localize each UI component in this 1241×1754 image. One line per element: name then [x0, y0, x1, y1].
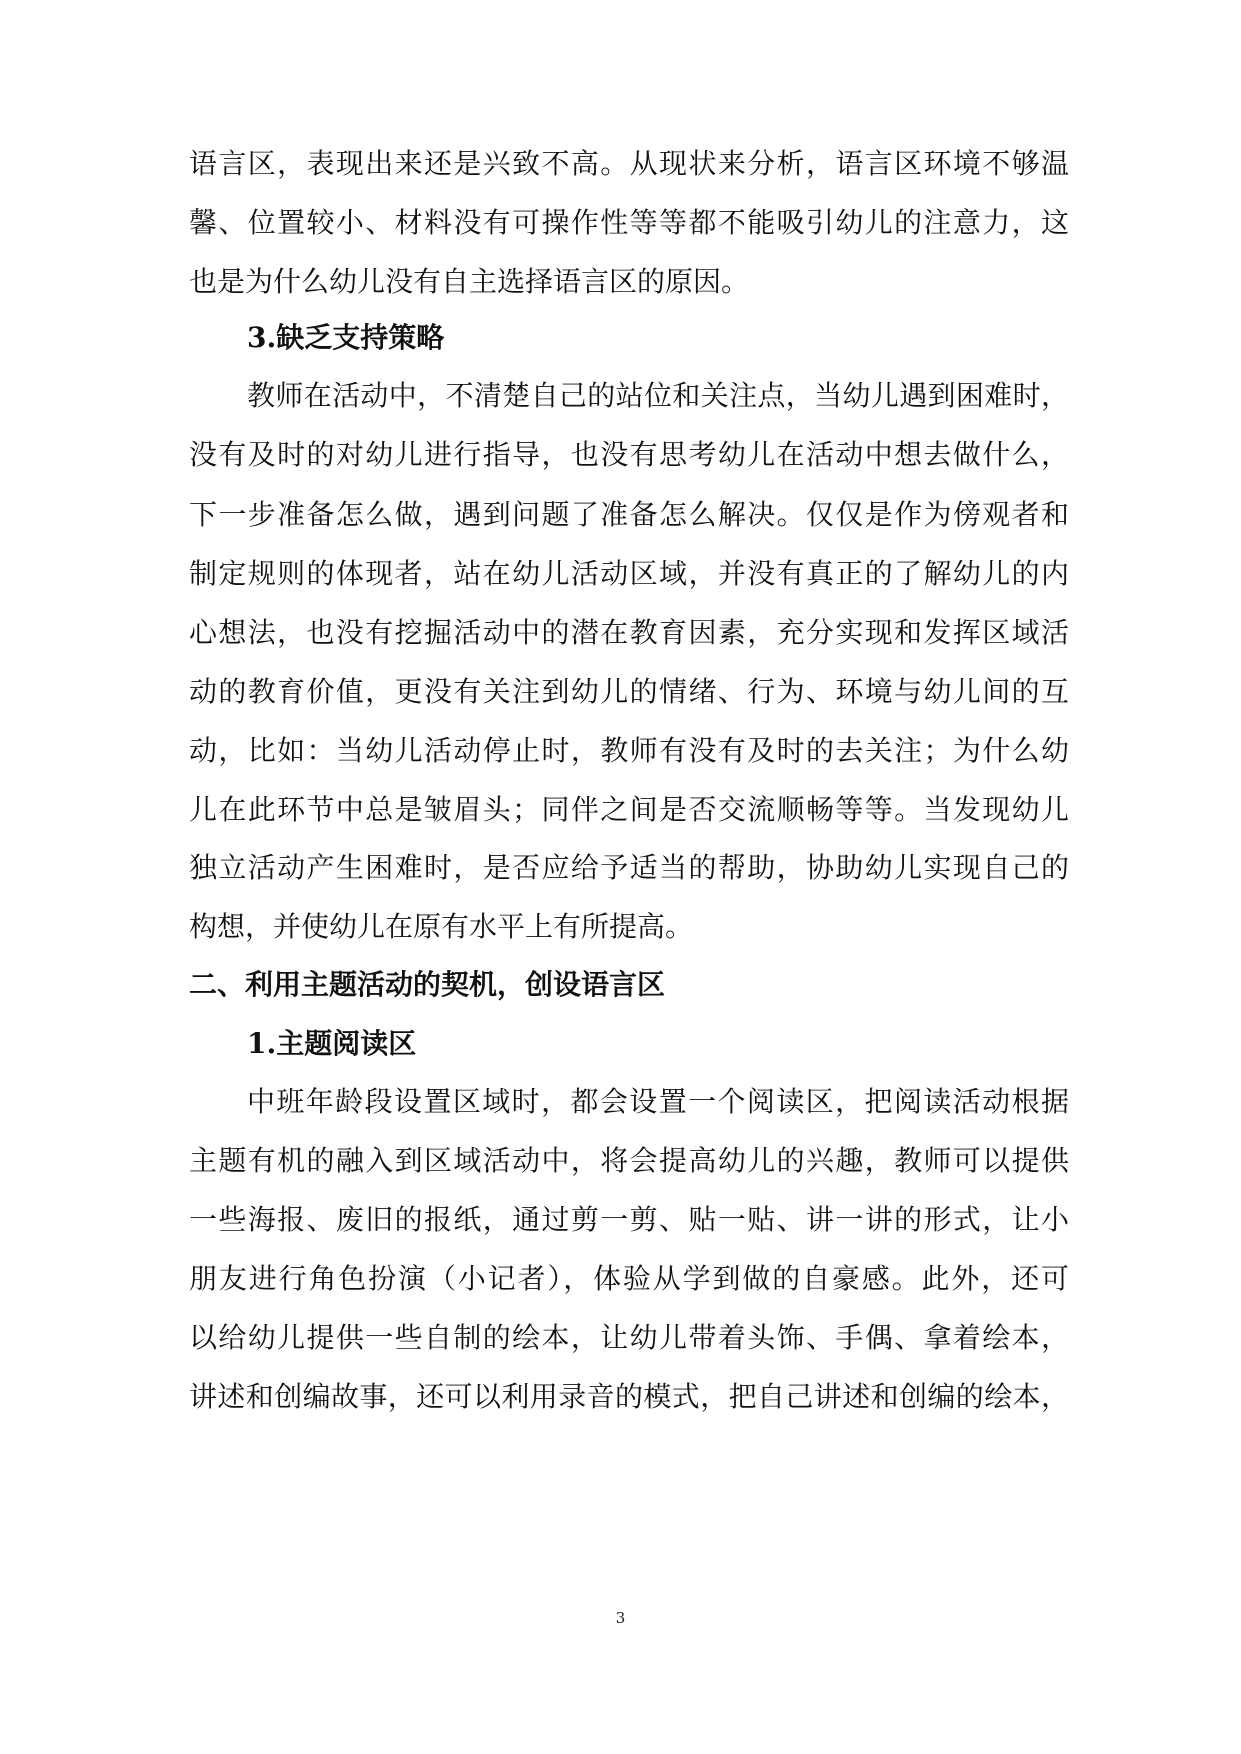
body-text-line: 下一步准备怎么做，遇到问题了准备怎么解决。仅仅是作为傍观者和 [189, 498, 1069, 531]
body-text-line: 馨、位置较小、材料没有可操作性等等都不能吸引幼儿的注意力，这 [189, 206, 1069, 239]
body-text-line: 独立活动产生困难时，是否应给予适当的帮助，协助幼儿实现自己的 [189, 851, 1069, 884]
body-text-line: 制定规则的体现者，站在幼儿活动区域，并没有真正的了解幼儿的内 [189, 557, 1069, 590]
body-text-line: 心想法，也没有挖掘活动中的潜在教育因素，充分实现和发挥区域活 [189, 616, 1069, 649]
page-number: 3 [615, 1609, 626, 1627]
body-text-line: 以给幼儿提供一些自制的绘本，让幼儿带着头饰、手偶、拿着绘本， [189, 1321, 1069, 1354]
body-text-line: 一些海报、废旧的报纸，通过剪一剪、贴一贴、讲一讲的形式，让小 [189, 1203, 1069, 1236]
body-text-line: 动的教育价值，更没有关注到幼儿的情绪、行为、环境与幼儿间的互 [189, 675, 1069, 708]
subsection-heading: 1.主题阅读区 [247, 1027, 417, 1060]
body-text-line: 动，比如：当幼儿活动停止时，教师有没有及时的去关注；为什么幼 [189, 734, 1069, 767]
body-text-line: 没有及时的对幼儿进行指导，也没有思考幼儿在活动中想去做什么， [189, 438, 1069, 471]
body-text-line: 朋友进行角色扮演（小记者），体验从学到做的自豪感。此外，还可 [189, 1262, 1069, 1295]
section-heading: 二、利用主题活动的契机，创设语言区 [189, 968, 666, 1001]
body-text-line: 中班年龄段设置区域时，都会设置一个阅读区，把阅读活动根据 [247, 1085, 1069, 1118]
body-text-line: 主题有机的融入到区域活动中，将会提高幼儿的兴趣，教师可以提供 [189, 1144, 1069, 1177]
body-text-line: 构想，并使幼儿在原有水平上有所提高。 [189, 910, 694, 943]
body-text-line: 也是为什么幼儿没有自主选择语言区的原因。 [189, 265, 750, 298]
body-text-line: 教师在活动中，不清楚自己的站位和关注点，当幼儿遇到困难时， [247, 379, 1069, 412]
body-text-line: 讲述和创编故事，还可以利用录音的模式，把自己讲述和创编的绘本， [189, 1380, 1069, 1413]
body-text-line: 儿在此环节中总是皱眉头；同伴之间是否交流顺畅等等。当发现幼儿 [189, 793, 1069, 826]
subsection-heading: 3.缺乏支持策略 [247, 321, 445, 354]
body-text-line: 语言区，表现出来还是兴致不高。从现状来分析，语言区环境不够温 [189, 147, 1069, 180]
